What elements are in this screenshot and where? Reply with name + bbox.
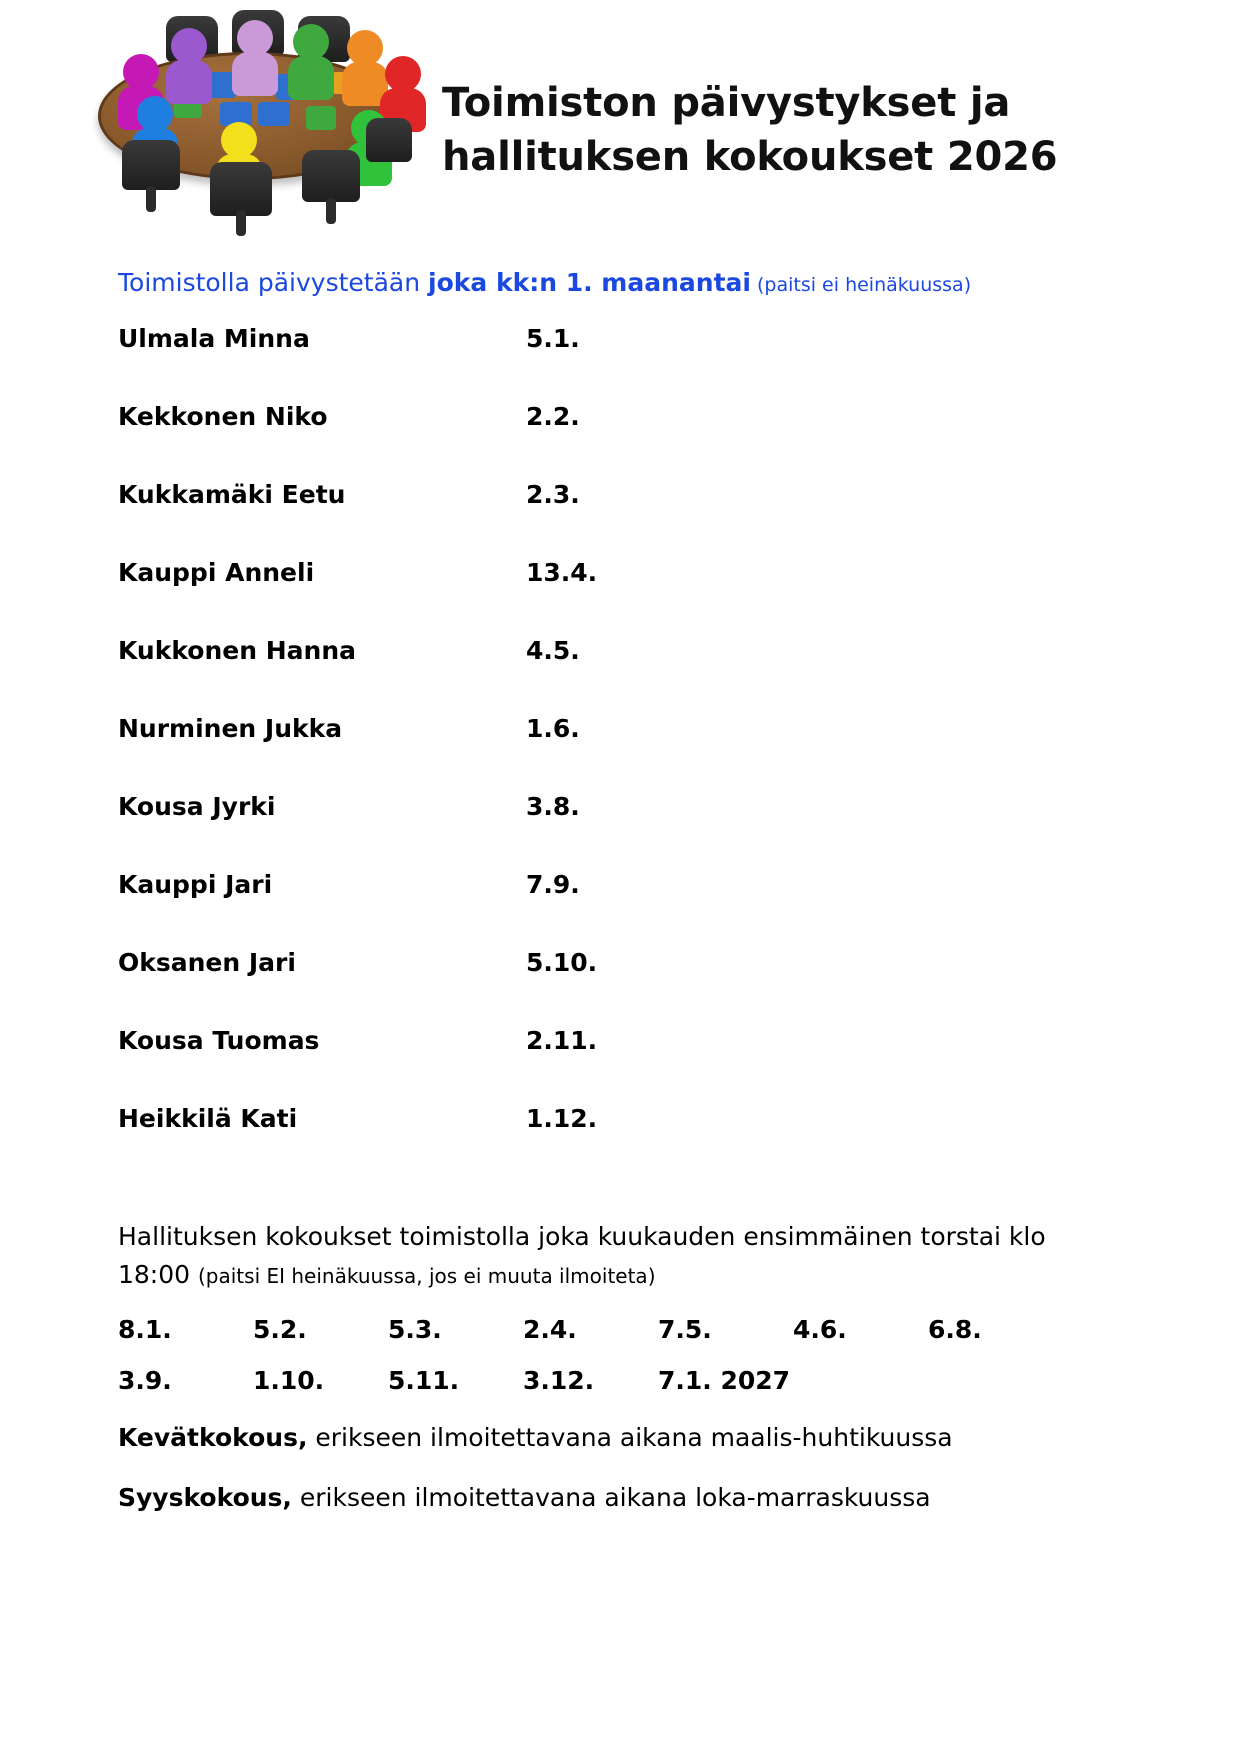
board-dates-row-2 — [118, 1366, 1118, 1395]
duty-person-name: Kukkonen Hanna — [118, 636, 357, 665]
duty-row — [118, 792, 1240, 870]
duty-date: 7.9. — [526, 870, 580, 899]
duty-person-name: Oksanen Jari — [118, 948, 296, 977]
duty-date: 13.4. — [526, 558, 598, 587]
chair-icon — [210, 162, 272, 216]
person-figure — [232, 20, 278, 96]
page-title — [442, 76, 1057, 184]
duty-row — [118, 948, 1240, 1026]
duty-row — [118, 870, 1240, 948]
duty-intro-strong: joka kk:n 1. maanantai — [428, 268, 751, 297]
person-figure — [288, 24, 334, 100]
duty-date: 2.3. — [526, 480, 580, 509]
duty-intro-line — [118, 268, 1240, 298]
duty-row — [118, 324, 1240, 402]
chair-icon — [302, 150, 360, 202]
duty-person-name: Ulmala Minna — [118, 324, 310, 353]
board-intro-main: Hallituksen kokoukset toimistolla joka kuukauden ensimmäinen torstai klo 18:00 — [118, 1222, 1046, 1289]
chair-leg-shape — [146, 186, 156, 212]
chair-icon — [366, 118, 412, 162]
duty-person-name: Heikkilä Kati — [118, 1104, 298, 1133]
board-date: 5.2. — [253, 1315, 307, 1344]
duty-date: 5.1. — [526, 324, 580, 353]
chair-leg-shape — [326, 198, 336, 224]
autumn-meeting-note — [118, 1481, 1118, 1515]
board-intro-small: (paitsi EI heinäkuussa, jos ei muuta ilmoiteta) — [198, 1263, 656, 1288]
duty-date: 3.8. — [526, 792, 580, 821]
duty-person-name: Kekkonen Niko — [118, 402, 328, 431]
spring-meeting-text: erikseen ilmoitettavana aikana maalis-huhtikuussa — [307, 1423, 953, 1452]
duty-schedule-list — [118, 324, 1240, 1182]
spring-meeting-label: Kevätkokous, — [118, 1423, 308, 1452]
board-intro-text — [118, 1218, 1118, 1293]
duty-person-name: Kousa Jyrki — [118, 792, 276, 821]
duty-intro-paren: (paitsi ei heinäkuussa) — [750, 274, 972, 296]
board-meetings-section — [118, 1218, 1118, 1515]
duty-date: 1.12. — [526, 1104, 598, 1133]
board-date: 3.12. — [523, 1366, 595, 1395]
duty-person-name: Nurminen Jukka — [118, 714, 343, 743]
spring-meeting-note — [118, 1421, 1118, 1455]
board-date: 6.8. — [928, 1315, 982, 1344]
duty-person-name: Kousa Tuomas — [118, 1026, 320, 1055]
board-date: 8.1. — [118, 1315, 172, 1344]
board-date: 7.5. — [658, 1315, 712, 1344]
board-dates-row-1 — [118, 1315, 1118, 1344]
puzzle-piece-icon — [258, 102, 290, 126]
duty-date: 2.2. — [526, 402, 580, 431]
page-title-line1: Toimiston päivystykset ja — [442, 80, 1011, 126]
duty-date: 4.5. — [526, 636, 580, 665]
duty-row — [118, 636, 1240, 714]
board-date: 7.1. 2027 — [658, 1366, 791, 1395]
duty-row — [118, 480, 1240, 558]
duty-date: 2.11. — [526, 1026, 598, 1055]
duty-row — [118, 714, 1240, 792]
board-date: 5.11. — [388, 1366, 460, 1395]
duty-intro-prefix: Toimistolla päivystetään — [118, 268, 429, 297]
duty-row — [118, 1026, 1240, 1104]
duty-date: 5.10. — [526, 948, 598, 977]
autumn-meeting-label: Syyskokous, — [118, 1482, 292, 1512]
board-date: 4.6. — [793, 1315, 847, 1344]
duty-row — [118, 558, 1240, 636]
meeting-clipart-image — [70, 10, 420, 240]
puzzle-piece-icon — [306, 106, 336, 130]
board-date: 2.4. — [523, 1315, 577, 1344]
document-header — [0, 0, 1240, 240]
board-date: 1.10. — [253, 1366, 325, 1395]
autumn-meeting-text: erikseen ilmoitettavana aikana loka-marraskuussa — [291, 1482, 931, 1512]
board-date: 5.3. — [388, 1315, 442, 1344]
duty-person-name: Kauppi Anneli — [118, 558, 315, 587]
chair-leg-shape — [236, 210, 246, 236]
duty-row — [118, 402, 1240, 480]
page-title-line2: hallituksen kokoukset 2026 — [442, 134, 1058, 180]
duty-person-name: Kukkamäki Eetu — [118, 480, 346, 509]
person-figure — [166, 28, 212, 104]
duty-row — [118, 1104, 1240, 1182]
board-date: 3.9. — [118, 1366, 172, 1395]
chair-icon — [122, 140, 180, 190]
duty-date: 1.6. — [526, 714, 580, 743]
duty-person-name: Kauppi Jari — [118, 870, 273, 899]
